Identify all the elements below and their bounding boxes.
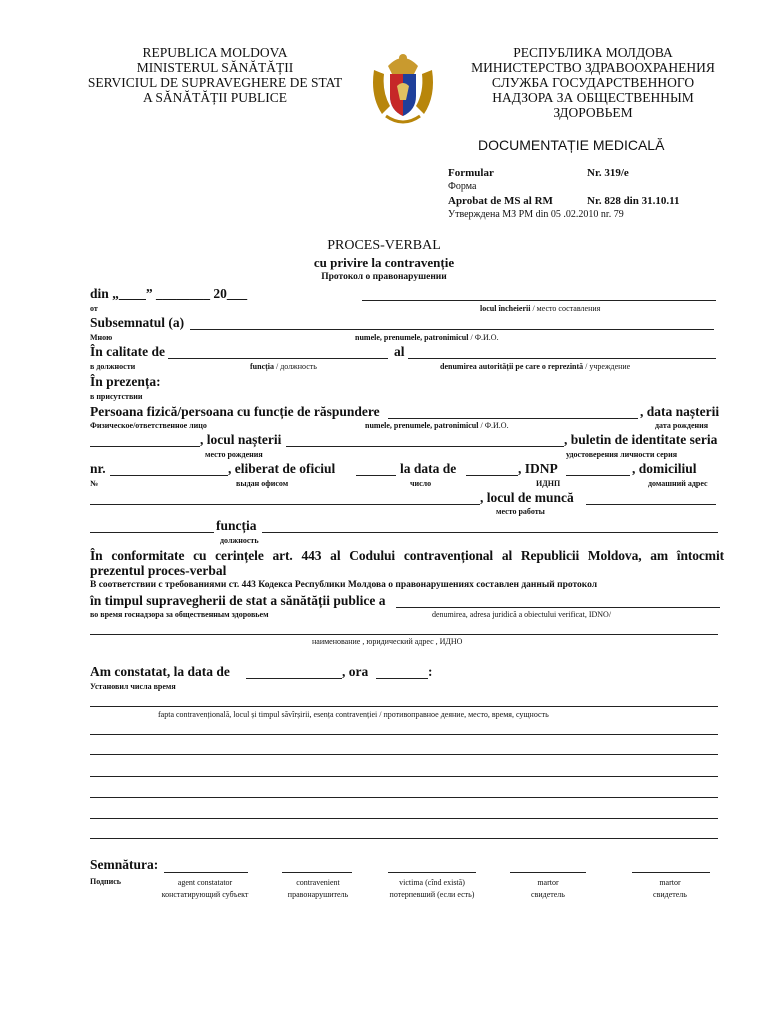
place-caption-ru: / место составления [530, 304, 601, 313]
undersigned-caption-ru: / Ф.И.О. [468, 333, 499, 342]
conformity-text: În conformitate cu cerințele art. 443 al Codului contravențional al Republicii Moldova, am întocmit [90, 548, 724, 563]
supervision-label: în timpul supravegherii de stat a sănătății publice a [90, 593, 386, 608]
place-caption-ro: locul încheierii [480, 304, 531, 313]
coat-of-arms-icon [368, 44, 438, 132]
position-line[interactable] [262, 532, 718, 533]
place-caption [480, 304, 600, 313]
established-ru: Установил числа время [90, 682, 176, 691]
idnp-line[interactable] [566, 475, 630, 476]
title-sub: cu privire la contravenție [313, 255, 455, 270]
signature-witness-1 [506, 878, 590, 899]
id-number-line[interactable] [110, 475, 228, 476]
signature-witness-1-ru: свидетель [531, 890, 565, 899]
capacity-label: În calitate de [90, 344, 165, 359]
header-ro-line-1: REPUBLICA MOLDOVA [142, 45, 288, 60]
signature-line-offender[interactable] [282, 872, 352, 873]
signature-line-witness-2[interactable] [632, 872, 710, 873]
header-ru-line-2: МИНИСТЕРСТВО ЗДРАВООХРАНЕНИЯ [471, 60, 715, 75]
place-line[interactable] [362, 300, 716, 301]
doc-type: DOCUMENTAȚIE MEDICALĂ [478, 137, 665, 153]
header-ru [448, 45, 738, 120]
form-number: Nr. 319/e [587, 167, 629, 179]
undersigned-line[interactable] [190, 329, 714, 330]
header-ru-line-3: СЛУЖБА ГОСУДАРСТВЕННОГО [491, 75, 695, 90]
position-label: funcția [216, 518, 257, 533]
position-ru: должность [220, 536, 259, 545]
domicile-label: , domiciliul [632, 461, 697, 476]
conformity-text-2: prezentul proces-verbal [90, 563, 227, 578]
established-date-line[interactable] [246, 678, 342, 679]
form-label-ru: Форма [448, 181, 477, 192]
time-line[interactable] [376, 678, 428, 679]
form-label: Formular [448, 167, 494, 179]
header-ro-line-4: A SĂNĂTĂȚII PUBLICE [143, 90, 287, 105]
header-ru-line-4: НАДЗОРА ЗА ОБЩЕСТВЕННЫМ [492, 90, 694, 105]
object-caption: denumirea, adresa juridică a obiectului verificat, IDNO/ [432, 610, 612, 619]
birthdate-ru: дата рождения [655, 421, 709, 430]
signature-line-agent[interactable] [164, 872, 248, 873]
header-ru-line-1: РЕСПУБЛИКА МОЛДОВА [513, 45, 673, 60]
object-line[interactable] [90, 634, 718, 635]
domicile-ru: домашний адрес [648, 479, 708, 488]
header-ro-line-3: SERVICIUL DE SUPRAVEGHERE DE STAT [87, 75, 343, 90]
signature-victim-ru: потерпевший (если есть) [389, 890, 475, 899]
date-ru: от [90, 304, 98, 313]
person-ru: Физическое/ответственное лицо [90, 421, 207, 430]
issued-by-line[interactable] [356, 475, 396, 476]
idnp-label: , IDNP [518, 461, 558, 476]
presence-label: În prezența: [90, 374, 161, 389]
id-number-label: nr. [90, 461, 106, 476]
capacity-caption-ro: funcția [250, 362, 274, 371]
issue-date-ru: число [410, 479, 432, 488]
supervision-line[interactable] [396, 607, 720, 608]
capacity-caption-ru: / должность [274, 362, 317, 371]
issued-by-label: , eliberat de oficiul [228, 461, 336, 476]
workplace-cont-line[interactable] [90, 532, 214, 533]
birthplace-label: , locul nașterii [200, 432, 282, 447]
approved-ru: Утверждена МЗ РМ din 05 .02.2010 nr. 79 [448, 209, 624, 220]
undersigned-ru: Мною [90, 333, 113, 342]
approved-number: Nr. 828 din 31.10.11 [587, 195, 680, 207]
time-label: , ora [342, 664, 369, 679]
signature-witness-2-ru: свидетель [653, 890, 687, 899]
signature-victim [382, 878, 482, 899]
established-label: Am constatat, la data de [90, 664, 230, 679]
birthplace-line[interactable] [286, 446, 564, 447]
capacity-line[interactable] [168, 358, 388, 359]
object-caption-ru: наименование , юридический адрес , ИДНО [312, 637, 463, 646]
signature-offender-ro: contravenient [296, 878, 340, 887]
signature-label: Semnătura: [90, 857, 159, 872]
fact-line-1[interactable] [90, 706, 718, 707]
issue-date-line[interactable] [466, 475, 518, 476]
signature-offender-ru: правонарушитель [287, 890, 349, 899]
address-line[interactable] [90, 504, 480, 505]
person-label: Persoana fizică/persoana cu funcție de răspundere [90, 404, 380, 419]
undersigned-caption [355, 333, 499, 342]
fact-caption: fapta contravențională, locul și timpul săvîrșirii, esența contravenției / противоправное деяние, место, время, сущность [158, 710, 549, 719]
id-series-ru: удостоверения личности серия [566, 450, 678, 459]
supervision-ru: во время госнадзора за общественным здоровьем [90, 610, 269, 619]
of-label: al [394, 344, 405, 359]
authority-caption-ro: denumirea autorității pe care o reprezintă [440, 362, 584, 371]
signature-line-witness-1[interactable] [510, 872, 586, 873]
fact-line-7[interactable] [90, 838, 718, 839]
date-field-label: din „____” ________ 20___ [90, 286, 248, 301]
header-ro-line-2: MINISTERUL SĂNĂTĂȚII [136, 60, 294, 75]
signature-line-victim[interactable] [388, 872, 476, 873]
person-caption-ro: numele, prenumele, patronimicul [365, 421, 479, 430]
undersigned-label: Subsemnatul (a) [90, 315, 185, 330]
conformity-ru: В соответствии с требованиями ст. 443 Кодекса Республики Молдова о правонарушениях составлен данный протокол [90, 580, 598, 590]
birthplace-ru: место рождения [205, 450, 263, 459]
title-ru: Протокол о правонарушении [321, 272, 447, 282]
fact-line-4[interactable] [90, 776, 718, 777]
person-caption-ru: / Ф.И.О. [478, 421, 509, 430]
signature-agent-ro: agent constatator [177, 878, 233, 887]
authority-caption [440, 362, 630, 371]
signature-witness-2-ro: martor [659, 878, 681, 887]
workplace-ru: место работы [496, 507, 545, 516]
fact-line-2[interactable] [90, 734, 718, 735]
issued-by-ru: выдан офисом [236, 479, 289, 488]
title-main: PROCES-VERBAL [327, 238, 441, 253]
authority-line[interactable] [408, 358, 716, 359]
person-caption [365, 421, 509, 430]
person-line[interactable] [388, 418, 638, 419]
header-ro [70, 45, 360, 105]
signature-ru: Подпись [90, 877, 122, 886]
time-colon: : [428, 664, 433, 679]
id-series-label: , buletin de identitate seria [564, 432, 718, 447]
presence-ru: в присутствии [90, 392, 143, 401]
fact-line-3[interactable] [90, 754, 718, 755]
capacity-ru: в должности [90, 362, 136, 371]
id-number-ru: № [90, 479, 99, 488]
idnp-ru: ИДНП [536, 479, 561, 488]
signature-agent [158, 878, 252, 899]
workplace-line[interactable] [586, 504, 716, 505]
signature-witness-1-ro: martor [537, 878, 559, 887]
header-ru-line-5: ЗДОРОВЬЕМ [553, 105, 633, 120]
issue-date-label: la data de [400, 461, 457, 476]
fact-line-6[interactable] [90, 818, 718, 819]
fact-line-5[interactable] [90, 797, 718, 798]
approved-label: Aprobat de MS al RM [448, 195, 553, 207]
capacity-caption [250, 362, 317, 371]
signature-offender [278, 878, 358, 899]
signature-agent-ru: констатирующий субъект [161, 890, 249, 899]
workplace-label: , locul de muncă [480, 490, 574, 505]
birthdate-label: , data nașterii [640, 404, 720, 419]
undersigned-caption-ro: numele, prenumele, patronimicul [355, 333, 469, 342]
signature-witness-2 [628, 878, 712, 899]
signature-victim-ro: victima (cînd există) [399, 878, 465, 887]
birthdate-line[interactable] [90, 446, 200, 447]
authority-caption-ru: / учреждение [583, 362, 631, 371]
